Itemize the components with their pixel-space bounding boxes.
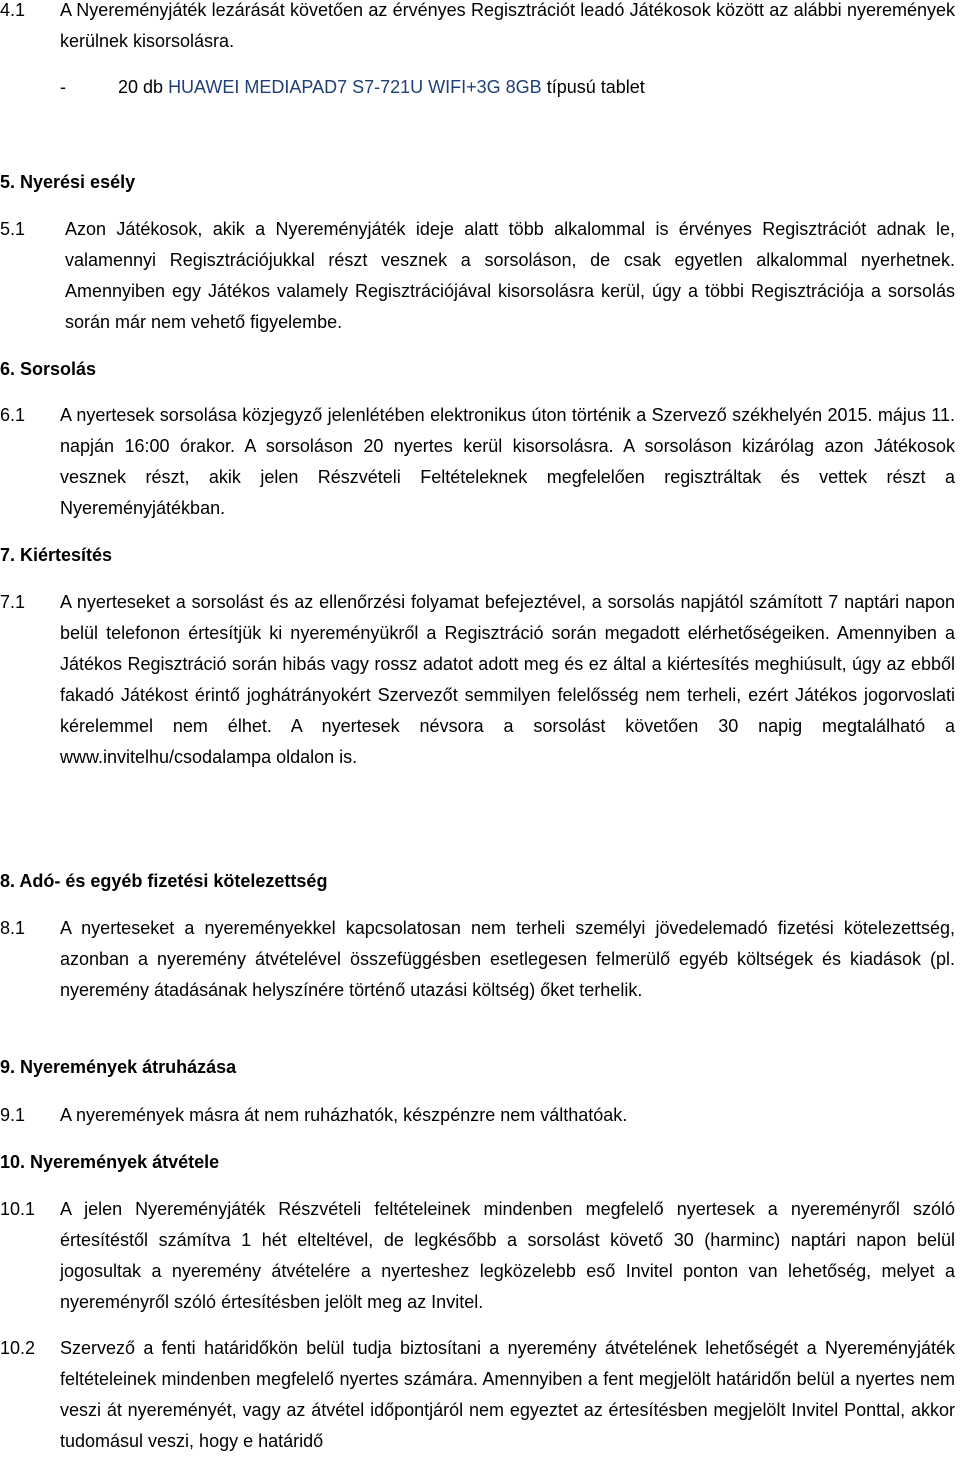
section-9-1 bbox=[0, 1100, 960, 1131]
section-text: Szervező a fenti határidőkön belül tudja biztosítani a nyeremény átvételének lehetőségét a Nyereményjáték feltételeinek mindenben megfelelő nyertes számára. Amennyiben a fent megjelölt határidőn belül a nyertes nem veszi át nyereményét, vagy az átvétel időpontjáról nem egyeztet az értesítésben megjelölt Invitel Ponttal, akkor tudomásul veszi, hogy e határidő bbox=[60, 1338, 955, 1451]
prize-type: típusú tablet bbox=[546, 77, 645, 97]
section-8-1 bbox=[0, 913, 960, 1006]
prize-product-name: HUAWEI MEDIAPAD7 S7-721U WIFI+3G 8GB bbox=[168, 77, 542, 97]
section-text: A nyeremények másra át nem ruházhatók, készpénzre nem válthatóak. bbox=[60, 1105, 628, 1125]
section-text: A nyertesek sorsolása közjegyző jelenlétében elektronikus úton történik a Szervező székhelyén 2015. május 11. napján 16:00 órakor. A sorsoláson 20 nyertes kerül kisorsolásra. A sorsoláson kizárólag azon Játékosok vesznek részt, akik jelen Részvételi Feltételeknek megfelelően regisztráltak és vettek részt a Nyereményjátékban. bbox=[60, 405, 955, 518]
heading-10: 10. Nyeremények átvétele bbox=[0, 1152, 220, 1172]
section-text: A nyerteseket a sorsolást és az ellenőrzési folyamat befejeztével, a sorsolás napjától számított 7 naptári napon belül telefonon értesítjük ki nyereményükről a Regisztráció során megadott elérhetőségeiken. Amennyiben a Játékos Regisztráció során hibás vagy rossz adatot adott meg és ez által a kiértesítés meghiúsult, úgy az ebből fakadó Játékost érintő joghátrányokért Szervezőt semmilyen felelősség nem terheli, ezért Játékos jogorvoslati kérelemmel nem élhet. A nyertesek névsora a sorsolást követően 30 napig megtalálható a www.invitelhu/csodalampa oldalon is. bbox=[60, 592, 955, 767]
section-number: 8.1 bbox=[0, 918, 26, 938]
heading-6: 6. Sorsolás bbox=[0, 359, 97, 379]
section-text: A Nyereményjáték lezárását követően az érvényes Regisztrációt leadó Játékosok között az alábbi nyeremények kerülnek kisorsolásra. bbox=[60, 0, 955, 51]
section-number: 4.1 bbox=[0, 0, 26, 20]
section-text: A nyerteseket a nyereményekkel kapcsolatosan nem terheli személyi jövedelemadó fizetési kötelezettség, azonban a nyeremény átvételével összefüggésben esetlegesen felmerülő egyéb költségek és kiadások (pl. nyeremény átadásának helyszínére történő utazási költség) őket terhelik. bbox=[60, 918, 955, 1000]
prize-list-item bbox=[0, 72, 960, 103]
section-number: 10.1 bbox=[0, 1199, 36, 1219]
heading-7: 7. Kiértesítés bbox=[0, 545, 113, 565]
section-number: 10.2 bbox=[0, 1338, 36, 1358]
section-number: 7.1 bbox=[0, 592, 26, 612]
section-number: 6.1 bbox=[0, 405, 26, 425]
list-dash: - bbox=[60, 77, 66, 97]
section-10-2 bbox=[0, 1333, 960, 1457]
section-6-1 bbox=[0, 400, 960, 524]
heading-9: 9. Nyeremények átruházása bbox=[0, 1057, 237, 1077]
section-text: Azon Játékosok, akik a Nyereményjáték ideje alatt több alkalommal is érvényes Regisztrációt adnak le, valamennyi Regisztrációjukkal részt vesznek a sorsoláson, de csak egyetlen alkalommal nyerhetnek. Amennyiben egy Játékos valamely Regisztrációjával kisorsolásra kerül, úgy a többi Regisztrációja a sorsolás során már nem vehető figyelembe. bbox=[65, 219, 955, 332]
section-4-1 bbox=[0, 0, 960, 57]
section-10-1 bbox=[0, 1194, 960, 1318]
heading-5: 5. Nyerési esély bbox=[0, 172, 136, 192]
prize-quantity: 20 db bbox=[118, 77, 164, 97]
section-text: A jelen Nyereményjáték Részvételi feltételeinek mindenben megfelelő nyertesek a nyereményről szóló értesítéstől számítva 1 hét elteltével, de legkésőbb a sorsolást követő 30 (harminc) naptári napon belül jogosultak a nyeremény átvételére a nyerteshez legközelebb eső Invitel ponton van lehetőség, melyet a nyereményről szóló értesítésben jelölt meg az Invitel. bbox=[60, 1199, 955, 1312]
section-5-1 bbox=[0, 214, 960, 338]
section-number: 9.1 bbox=[0, 1105, 26, 1125]
section-number: 5.1 bbox=[0, 219, 26, 239]
section-7-1 bbox=[0, 587, 960, 773]
heading-8: 8. Adó- és egyéb fizetési kötelezettség bbox=[0, 871, 328, 891]
